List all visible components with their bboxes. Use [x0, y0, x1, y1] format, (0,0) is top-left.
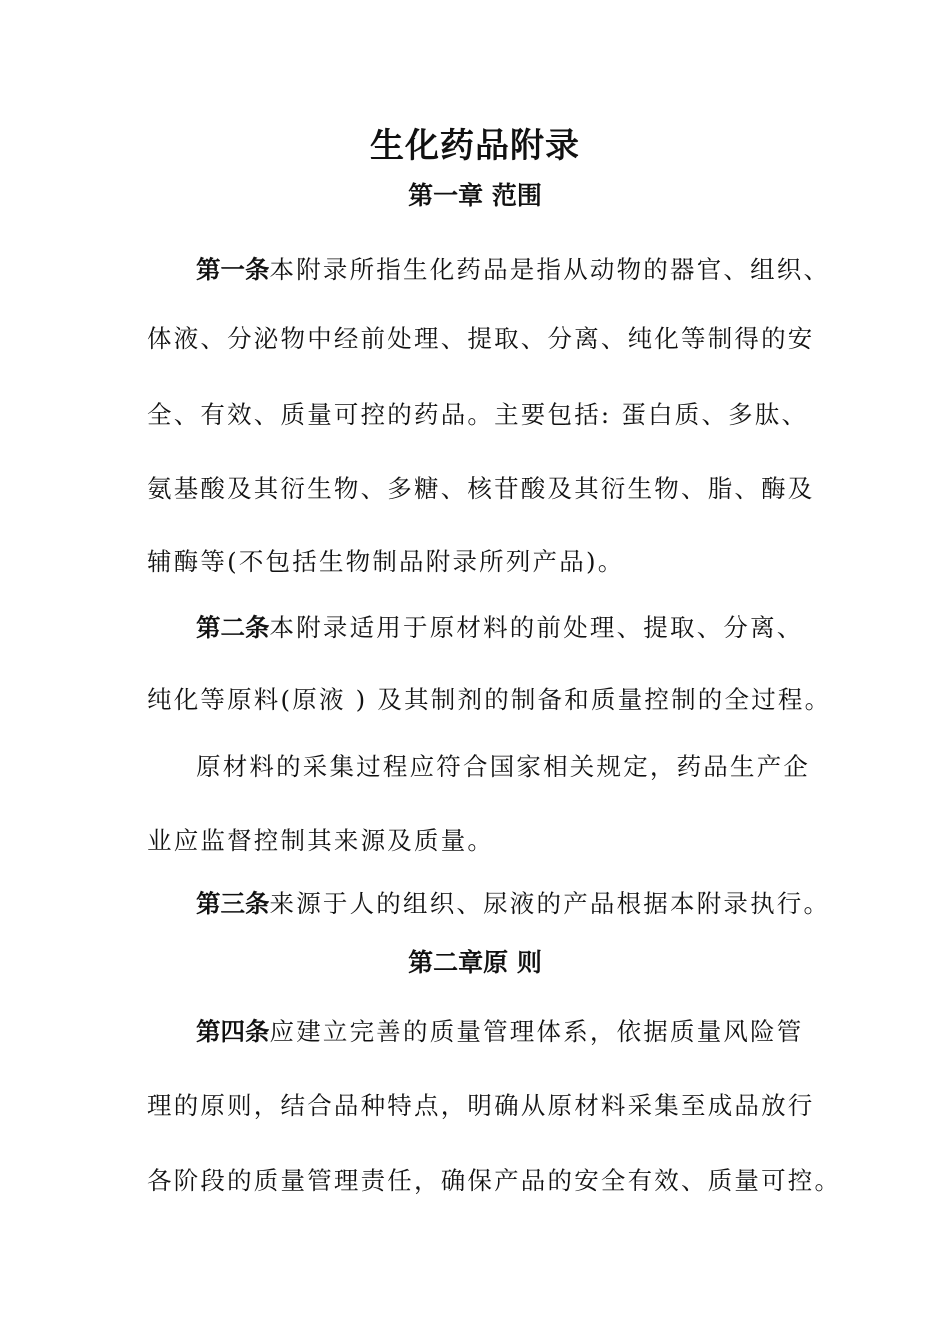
article-2-para-2-line-1: 原材料的采集过程应符合国家相关规定，药品生产企 — [196, 752, 811, 781]
article-text: 应建立完善的质量管理体系，依据质量风险管 — [269, 1017, 804, 1046]
article-4-line-2: 理的原则，结合品种特点，明确从原材料采集至成品放行 — [147, 1091, 815, 1120]
chapter-heading-1: 第一章 范围 — [408, 181, 542, 210]
article-3-line-1 — [196, 886, 831, 922]
article-1-line-4: 氨基酸及其衍生物、多糖、核苷酸及其衍生物、脂、酶及 — [147, 474, 815, 503]
article-1-line-3: 全、有效、质量可控的药品。主要包括: 蛋白质、多肽、 — [147, 400, 809, 429]
article-2-line-2: 纯化等原料(原液 ) 及其制剂的制备和质量控制的全过程。 — [147, 685, 832, 714]
article-1-line-2: 体液、分泌物中经前处理、提取、分离、纯化等制得的安 — [147, 324, 815, 353]
article-text: 本附录所指生化药品是指从动物的器官、组织、 — [269, 255, 831, 284]
article-1-line-5: 辅酶等(不包括生物制品附录所列产品)。 — [147, 547, 625, 576]
article-2-line-1 — [196, 610, 816, 646]
article-2-para-2-line-2: 业应监督控制其来源及质量。 — [147, 826, 495, 855]
article-4-line-1 — [196, 1014, 816, 1050]
article-label: 第一条 — [196, 255, 270, 284]
article-label: 第三条 — [196, 889, 270, 918]
article-label: 第二条 — [196, 613, 270, 642]
article-1-line-1 — [196, 252, 831, 288]
article-label: 第四条 — [196, 1017, 270, 1046]
article-4-line-3: 各阶段的质量管理责任，确保产品的安全有效、质量可控。 — [147, 1166, 842, 1195]
chapter-heading-2: 第二章原 则 — [408, 948, 542, 977]
article-text: 本附录适用于原材料的前处理、提取、分离、 — [269, 613, 804, 642]
article-text: 来源于人的组织、尿液的产品根据本附录执行。 — [269, 889, 831, 918]
document-title: 生化药品附录 — [370, 126, 580, 166]
